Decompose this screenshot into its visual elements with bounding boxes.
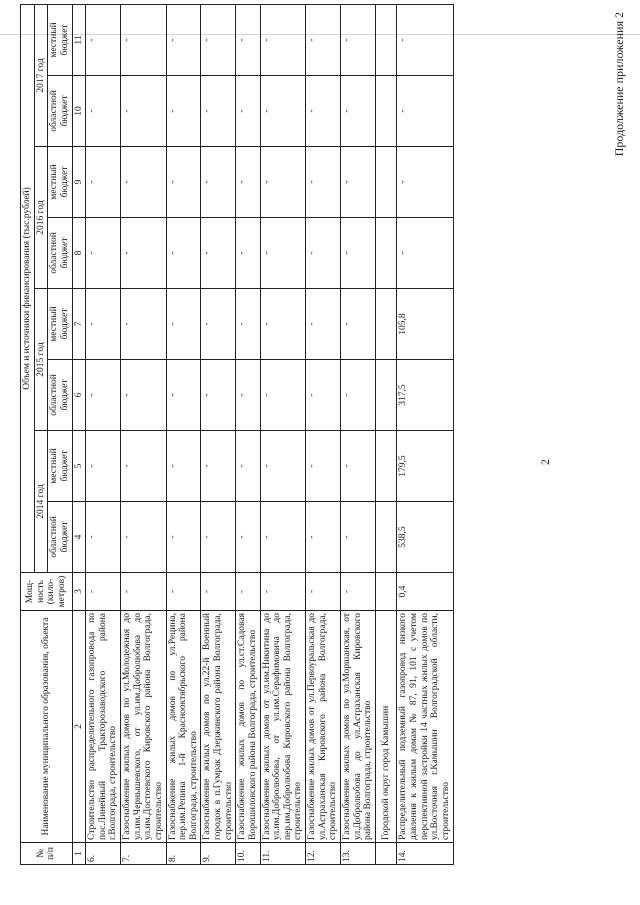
value-2017-regional: - [86,76,121,147]
value-2015-regional: - [201,360,236,431]
value-2017-local: - [306,4,341,75]
value-2015-local: - [166,289,201,360]
row-number: 13. [340,843,375,865]
value-2016-regional: - [260,218,306,289]
value-2014-local: - [260,431,306,502]
header-finance: Объем и источники финансирования (тыс.рублей) [21,4,35,572]
row-number: 12. [306,843,341,865]
power-value: - [201,573,236,611]
power-value: - [121,573,167,611]
power-value: - [166,573,201,611]
table-row [166,4,201,864]
index-cell: 5 [72,431,86,502]
value-2017-local: - [340,4,375,75]
empty-cell [375,4,397,75]
table-row [121,4,167,864]
index-cell: 9 [72,147,86,218]
row-number: 9. [201,843,236,865]
city-row-num [375,843,397,865]
index-cell: 11 [72,4,86,75]
value-2015-local: - [340,289,375,360]
header-local-budget: местный бюджет [48,431,72,502]
table-row [306,4,341,864]
value-2017-local: - [260,4,306,75]
empty-cell [375,431,397,502]
value-2017-regional: - [340,76,375,147]
power-value: - [86,573,121,611]
header-year-2014: 2014 год [34,431,48,573]
value-2015-regional: - [166,360,201,431]
appendix-caption: Продолжение приложения 2 [612,12,626,157]
empty-cell [375,502,397,573]
value-2014-local: - [340,431,375,502]
value-2016-local: - [86,147,121,218]
object-name: Газоснабжение жилых домов по ул.Рецина, пер.им.Репина 1-й Краснооктябрьского района Волгограда, строительство [166,611,201,843]
empty-cell [375,360,397,431]
value-2017-local: - [397,4,453,75]
index-cell: 7 [72,289,86,360]
value-2015-local: - [236,289,260,360]
value-2016-regional: - [201,218,236,289]
object-name: Газоснабжение жилых домов по ул.Моршанская, от ул.Добролюбова до ул.Астраханская Кировского района Волгограда, строительство [340,611,375,843]
value-2016-local: - [166,147,201,218]
table-row [260,4,306,864]
value-2016-regional: - [306,218,341,289]
value-2016-regional: - [166,218,201,289]
value-2014-local: - [236,431,260,502]
row-number: 6. [86,843,121,865]
value-2017-local: - [86,4,121,75]
value-2014-regional: - [201,502,236,573]
value-2017-local: - [201,4,236,75]
value-2015-local: - [260,289,306,360]
value-2014-regional: - [260,502,306,573]
table-row [236,4,260,864]
header-regional-budget: областной бюджет [48,360,72,431]
value-2014-regional: - [306,502,341,573]
empty-cell [375,147,397,218]
value-2017-regional: - [397,76,453,147]
object-name: Газоснабжение жилых домов по ул.Молодежная до ул.им.Чернышевского, от ул.им.Добролюбова до ул.им.Достоевского Кировского района Волгограда, строительство [121,611,167,843]
value-2014-regional: - [121,502,167,573]
value-2017-regional: - [236,76,260,147]
object-name: Газоснабжение жилых домов по ул.ст.Садовая Ворошиловского района Волгограда, строительство [236,611,260,843]
value-2015-local: - [86,289,121,360]
object-name: Газоснабжение жилых домов по ул.22-й Военный городок в п.Гумрак Дзержинского района Волгограда, строительство [201,611,236,843]
header-name: Наименование муниципального образования, объекта [21,611,73,843]
value-2016-local: - [121,147,167,218]
object-name: Распределительный подземный газопровод низкого давления к жилым домам № 87, 91, 101 с учетом перспективной застройки 14 частных жилых домов по ул.Восточная г.Камышин Волгоградской области, строительство [397,611,453,843]
city-row-label: Городской округ город Камышин [375,611,397,843]
power-value: - [260,573,306,611]
value-2014-local: 179,5 [397,431,453,502]
index-cell: 2 [72,611,86,843]
row-number: 8. [166,843,201,865]
value-2016-local: - [397,147,453,218]
value-2015-local: 105,8 [397,289,453,360]
value-2015-regional: - [340,360,375,431]
header-num: № п/п [21,843,73,865]
empty-cell [375,218,397,289]
header-regional-budget: областной бюджет [48,76,72,147]
row-number: 11. [260,843,306,865]
value-2014-regional: - [340,502,375,573]
empty-cell [375,289,397,360]
power-value: 0,4 [397,573,453,611]
object-name: Строительство распределительного газопровода по пос.Линейный Тракторозаводского района г.Волгограда, строительство [86,611,121,843]
power-value: - [236,573,260,611]
value-2014-local: - [201,431,236,502]
header-local-budget: местный бюджет [48,147,72,218]
table-row [397,4,453,864]
value-2016-regional: - [121,218,167,289]
header-regional-budget: областной бюджет [48,218,72,289]
index-cell: 3 [72,573,86,611]
empty-cell [375,573,397,611]
value-2016-regional: - [340,218,375,289]
value-2017-regional: - [121,76,167,147]
value-2014-local: - [121,431,167,502]
object-name: Газоснабжение жилых домов от ул.Первоуральская до ул.Астраханская Кировского района Волгограда, строительство [306,611,341,843]
value-2016-regional: - [86,218,121,289]
value-2016-local: - [201,147,236,218]
index-cell: 8 [72,218,86,289]
value-2014-local: - [306,431,341,502]
value-2016-local: - [306,147,341,218]
value-2014-regional: - [166,502,201,573]
value-2017-local: - [166,4,201,75]
row-number: 10. [236,843,260,865]
header-power: Мощ- ность (кило- метров) [21,573,73,611]
value-2014-local: - [166,431,201,502]
power-value: - [340,573,375,611]
value-2017-local: - [236,4,260,75]
page-number: 2 [538,459,552,465]
table-row [201,4,236,864]
value-2016-regional: - [236,218,260,289]
header-year-2015: 2015 год [34,289,48,431]
value-2016-local: - [340,147,375,218]
table-row [340,4,375,864]
value-2015-regional: - [86,360,121,431]
value-2015-local: - [121,289,167,360]
city-row [375,4,397,864]
header-local-budget: местный бюджет [48,4,72,75]
value-2017-local: - [121,4,167,75]
value-2015-regional: - [260,360,306,431]
value-2017-regional: - [201,76,236,147]
row-number: 7. [121,843,167,865]
value-2016-regional: - [397,218,453,289]
value-2016-local: - [260,147,306,218]
value-2014-regional: - [236,502,260,573]
table-row [86,4,121,864]
value-2015-regional: - [306,360,341,431]
value-2017-regional: - [260,76,306,147]
header-year-2017: 2017 год [34,4,48,146]
value-2017-regional: - [306,76,341,147]
row-number: 14. [397,843,453,865]
index-cell: 4 [72,502,86,573]
header-regional-budget: областной бюджет [48,502,72,573]
index-cell: 10 [72,76,86,147]
object-name: Газоснабжение жилых домов от ул.им.Никитина до ул.им.Добролюбова, от ул.им.Серафимовича до пер.им.Добролюбова Кировского района Волгограда, строительство [260,611,306,843]
empty-cell [375,76,397,147]
financing-table [20,4,454,865]
power-value: - [306,573,341,611]
value-2017-regional: - [166,76,201,147]
value-2015-regional: - [236,360,260,431]
index-cell: 6 [72,360,86,431]
column-index-row [72,4,86,864]
value-2014-regional: 538,5 [397,502,453,573]
header-year-2016: 2016 год [34,147,48,289]
value-2015-local: - [306,289,341,360]
value-2014-regional: - [86,502,121,573]
value-2015-local: - [201,289,236,360]
value-2016-local: - [236,147,260,218]
value-2015-regional: - [121,360,167,431]
index-cell: 1 [72,843,86,865]
header-local-budget: местный бюджет [48,289,72,360]
value-2015-regional: 317,5 [397,360,453,431]
value-2014-local: - [86,431,121,502]
